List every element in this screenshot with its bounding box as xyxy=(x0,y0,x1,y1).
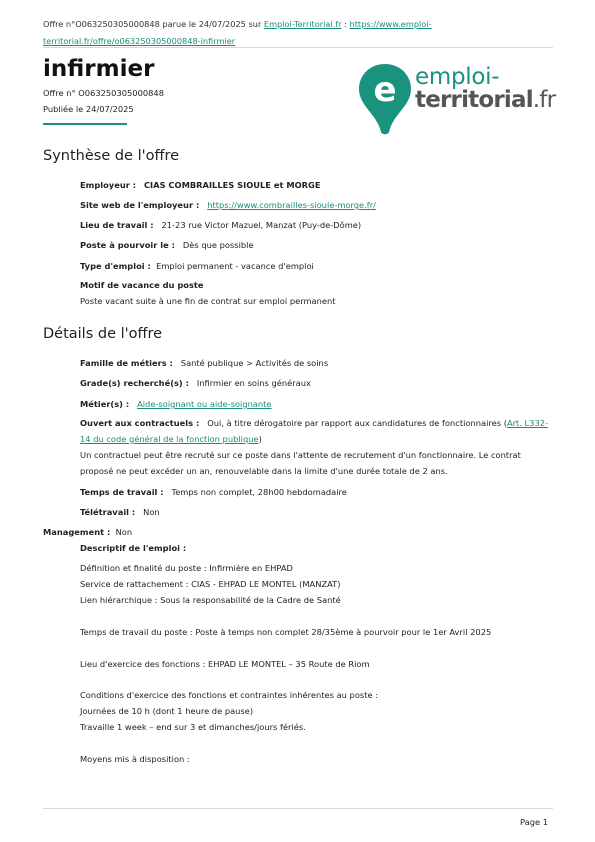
logo-text-emploi: emploi- xyxy=(415,64,500,90)
logo-text-territorial xyxy=(415,87,555,113)
trade-row xyxy=(80,399,272,409)
published-date: Publiée le 24/07/2025 xyxy=(43,104,134,114)
desc-line: Travaille 1 week – end sur 3 et dimanches/jours fériés. xyxy=(80,722,306,732)
job-type-label: Type d'emploi : xyxy=(80,261,151,271)
logo-letter: e xyxy=(373,70,397,110)
management-row xyxy=(43,527,132,537)
start-date-label: Poste à pourvoir le : xyxy=(80,240,175,250)
desc-line: Lien hiérarchique : Sous la responsabilité de la Cadre de Santé xyxy=(80,595,341,605)
law-article-link-part1[interactable]: Art. L332- xyxy=(506,418,549,428)
section-heading-synthese: Synthèse de l'offre xyxy=(43,148,180,164)
job-description-label-text: Descriptif de l'emploi : xyxy=(80,543,187,553)
location-label: Lieu de travail : xyxy=(80,220,154,230)
management-value: Non xyxy=(115,527,133,537)
start-date-value: Dès que possible xyxy=(182,240,254,250)
emploi-territorial-logo-icon xyxy=(357,62,413,136)
logo-text-territorial-main: territorial xyxy=(415,87,533,113)
employer-row xyxy=(80,180,321,190)
title-underline xyxy=(43,123,127,125)
website-label: Site web de l'employeur : xyxy=(80,200,200,210)
grade-row xyxy=(80,378,311,388)
job-family-label: Famille de métiers : xyxy=(80,358,173,368)
logo-text-fr: .fr xyxy=(532,87,556,113)
vacancy-reason-label xyxy=(80,280,204,290)
work-time-row xyxy=(80,487,347,497)
management-label: Management : xyxy=(43,527,111,537)
page-number: Page 1 xyxy=(520,817,549,827)
vacancy-reason-label-text: Motif de vacance du poste xyxy=(80,280,204,290)
trade-label: Métier(s) : xyxy=(80,399,130,409)
contract-value-end: ) xyxy=(258,434,262,444)
offer-url-link-part2[interactable]: territorial.fr/offre/o063250305000848-infirmier xyxy=(43,36,236,46)
law-article-link-part2[interactable]: 14 du code général de la fonction publique xyxy=(80,434,259,444)
header-sep: : xyxy=(341,19,350,29)
grade-label: Grade(s) recherché(s) : xyxy=(80,378,189,388)
contract-text: Un contractuel peut être recruté sur ce poste dans l'attente de recrutement d'un fonctionnaire. Le contrat proposé ne peut excéder un an, renouvelable dans la limite d'une durée totale de 2 ans. xyxy=(80,450,521,476)
work-time-label: Temps de travail : xyxy=(80,487,164,497)
offer-number: Offre n° O063250305000848 xyxy=(43,88,164,98)
offer-url-link-part1[interactable]: https://www.emploi- xyxy=(349,19,432,29)
job-description-label xyxy=(80,543,186,553)
header-divider xyxy=(43,47,553,48)
employer-value: CIAS COMBRAILLES SIOULE et MORGE xyxy=(143,180,321,190)
job-family-row xyxy=(80,358,328,368)
telework-label: Télétravail : xyxy=(80,507,136,517)
location-row xyxy=(80,220,361,230)
footer-divider xyxy=(43,808,553,809)
header-prefix: Offre n°O063250305000848 parue le 24/07/2025 sur xyxy=(43,19,264,29)
contract-label: Ouvert aux contractuels : xyxy=(80,418,200,428)
offer-header-line xyxy=(43,16,553,50)
work-time-value: Temps non complet, 28h00 hebdomadaire xyxy=(171,487,347,497)
location-value: 21-23 rue Victor Mazuel, Manzat (Puy-de-Dôme) xyxy=(161,220,362,230)
contract-block xyxy=(80,415,548,479)
section-heading-details: Détails de l'offre xyxy=(43,326,163,342)
desc-line: Définition et finalité du poste : Infirmière en EHPAD xyxy=(80,563,293,573)
desc-line: Temps de travail du poste : Poste à temps non complet 28/35ème à pourvoir pour le 1er Avril 2025 xyxy=(80,627,492,637)
desc-line: Service de rattachement : CIAS - EHPAD LE MONTEL (MANZAT) xyxy=(80,579,341,589)
employer-label: Employeur : xyxy=(80,180,137,190)
contract-value: Oui, à titre dérogatoire par rapport aux candidatures de fonctionnaires ( xyxy=(207,418,507,428)
desc-line: Conditions d'exercice des fonctions et contraintes inhérentes au poste : xyxy=(80,690,379,700)
job-type-value: Emploi permanent - vacance d'emploi xyxy=(156,261,314,271)
telework-row xyxy=(80,507,160,517)
page-title: infirmier xyxy=(43,56,155,82)
telework-value: Non xyxy=(143,507,160,517)
desc-line: Lieu d'exercice des fonctions : EHPAD LE MONTEL – 35 Route de Riom xyxy=(80,659,370,669)
grade-value: Infirmier en soins généraux xyxy=(196,378,311,388)
job-family-value: Santé publique > Activités de soins xyxy=(180,358,329,368)
trade-link[interactable]: Aide-soignant ou aide-soignante xyxy=(137,399,272,409)
employer-website-link[interactable]: https://www.combrailles-sioule-morge.fr/ xyxy=(207,200,376,210)
vacancy-reason-value: Poste vacant suite à une fin de contrat sur emploi permanent xyxy=(80,296,336,306)
desc-line: Journées de 10 h (dont 1 heure de pause) xyxy=(80,706,254,716)
site-link[interactable]: Emploi-Territorial.fr xyxy=(263,19,342,29)
job-type-row xyxy=(80,261,314,271)
start-date-row xyxy=(80,240,254,250)
desc-line: Moyens mis à disposition : xyxy=(80,754,190,764)
website-row xyxy=(80,200,376,210)
